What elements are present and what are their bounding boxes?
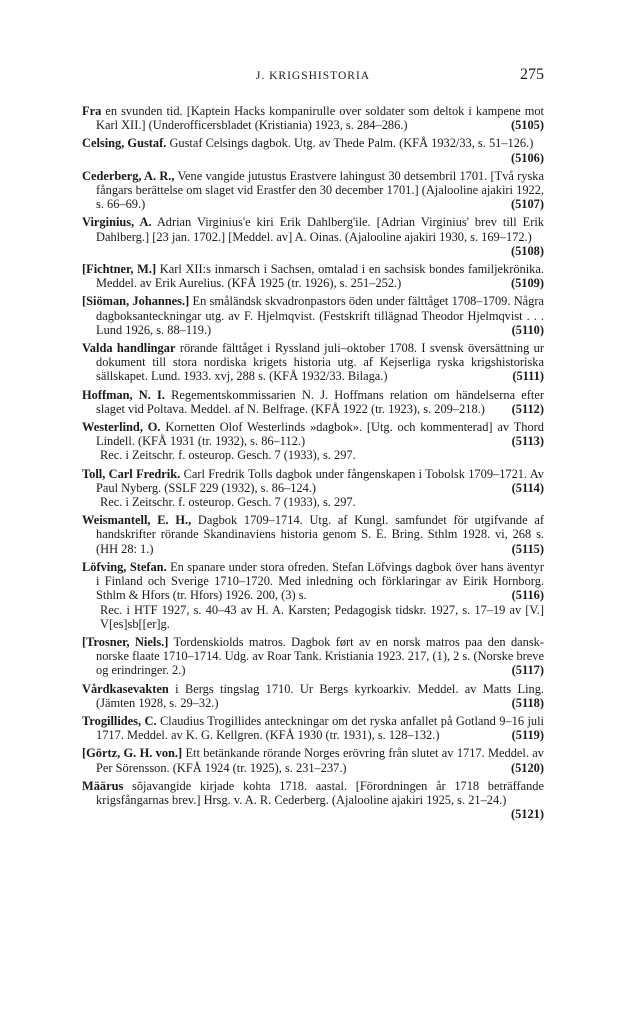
entry-review: Rec. i Zeitschr. f. osteurop. Gesch. 7 (1933), s. 297. (100, 495, 356, 510)
bibliography-entry (82, 294, 544, 337)
entry-text: Vene vangide jutustus Erastvere lahingust 30 detsembril 1701. [Två ryska fångars berättelse om slaget vid Erastfer den 30 december 1701.] (Ajalooline ajakiri 1922, s. 66–69.) (96, 168, 544, 212)
entry-number: (5118) (511, 695, 544, 710)
entry-review: Rec. i Zeitschr. f. osteurop. Gesch. 7 (1933), s. 297. (100, 448, 356, 463)
entry-text: en svunden tid. [Kaptein Hacks kompanirulle over soldater som deltok i kampene mot Karl XII.] (Underofficersbladet (Kristiania) 1923, s. 284–286.) (96, 104, 544, 133)
running-head: J. KRIGSHISTORIA (255, 70, 371, 82)
entry-review: Rec. i HTF 1927, s. 40–43 av H. A. Karsten; Pedagogisk tidskr. 1927, s. 17–19 av [V.] V[es]sb[[er]g. (100, 602, 544, 631)
entry-number: (5115) (511, 541, 544, 556)
entry-number: (5121) (510, 807, 544, 822)
entry-text: En småländsk skvadronpastors öden under fälttåget 1708–1709. Några dagboksanteckningar utg. av F. Hjelmqvist. (Festskrift tillägnad Theodor Hjelmqvist . . . Lund 1926, s. 88–119.) (96, 294, 544, 337)
entry-number: (5109) (510, 276, 544, 291)
entry-author: Toll, Carl Fredrik. (82, 466, 181, 481)
bibliography-entry (82, 635, 544, 678)
entry-author: Cederberg, A. R., (82, 168, 175, 183)
bibliography-entry (82, 169, 544, 212)
entry-author: Virginius, A. (82, 215, 152, 230)
entry-author: [Trosner, Niels.] (82, 634, 169, 649)
entry-number: (5111) (512, 369, 544, 384)
entry-text: Claudius Trogillides anteckningar om det ryska anfallet på Gotland 9–16 juli 1717. Meddel. av K. G. Kellgren. (KFÅ 1930 (tr. 1931), s. 128–132.) (96, 713, 544, 743)
entry-author: Löfving, Stefan. (82, 559, 167, 574)
bibliography-entry (82, 420, 544, 463)
entry-author: Määrus (82, 778, 124, 793)
entry-number: (5106) (510, 150, 544, 165)
entry-number: (5108) (510, 243, 544, 258)
bibliography-entry (82, 104, 544, 132)
entry-author: Weismantell, E. H., (82, 513, 192, 528)
entry-number: (5112) (511, 401, 544, 416)
bibliography-entry (82, 136, 544, 164)
bibliography-entry (82, 388, 544, 416)
entry-number: (5116) (511, 588, 544, 603)
bibliography-entry (82, 746, 544, 774)
entry-text: Adrian Virginius'e kiri Erik Dahlberg'ile. [Adrian Virginius' brev till Erik Dahlberg.] [23 jan. 1702.] [Meddel. av] A. Oinas. (Ajalooline ajakiri 1930, s. 169–172.) (96, 215, 544, 244)
entry-author: Trogillides, C. (82, 713, 157, 728)
bibliography-entry (82, 341, 544, 384)
entry-author: Fra (82, 104, 102, 118)
entry-text: i Bergs tingslag 1710. Ur Bergs kyrkoarkiv. Meddel. av Matts Ling. (Jämten 1928, s. 29–32.) (96, 681, 544, 710)
entry-text: Karl XII:s inmarsch i Sachsen, omtalad i en sachsisk bondes familjekrönika. Meddel. av Erik Aurelius. (KFÅ 1925 (tr. 1926), s. 251–252.) (96, 262, 544, 291)
entry-author: Valda handlingar (82, 341, 176, 356)
entry-text: Tordenskiolds matros. Dagbok ført av en norsk matros paa den dansk-norske flaate 1710–1714. Udg. av Roar Tank. Kristiania 1923. 217, (1), 2 s. (Norske breve og erindringer. 2.) (96, 634, 545, 678)
entry-author: Hoffman, N. I. (82, 387, 165, 402)
entry-text: Dagbok 1709–1714. Utg. af Kungl. samfundet för utgifvande af handskrifter rörande Skandinaviens historia genom S. E. Bring. Sthlm 1928. vi, 268 s. (HH 28: 1.) (96, 513, 544, 556)
bibliography-entry (82, 779, 544, 822)
bibliography-entry (82, 560, 544, 631)
entry-number: (5120) (510, 760, 544, 775)
entry-text: rörande fälttåget i Ryssland juli–oktober 1708. I svensk översättning ur dokument till stora nordiska krigets historia utg. af Kejserliga ryska krigshistoriska sällskapet. Lund. 1933. xvj, 288 s. (KFÅ 1932/33. Bilaga.) (96, 341, 544, 384)
entry-text: En spanare under stora ofreden. Stefan Löfvings dagbok över hans äventyr i Finland och Sverige 1710–1720. Med inledning och förklaringar av Eirik Hornborg. Sthlm & Hfors (tr. Hfors) 1926. 200, (3) s. (96, 559, 544, 603)
page-number: 275 (520, 66, 544, 83)
entry-number: (5117) (511, 663, 544, 678)
entry-author: Vårdkasevakten (82, 681, 169, 696)
entry-text: Gustaf Celsings dagbok. Utg. av Thede Palm. (KFÅ 1932/33, s. 51–126.) (169, 136, 534, 151)
entry-author: Celsing, Gustaf. (82, 136, 167, 151)
entry-number: (5113) (511, 434, 544, 449)
bibliography-entry (82, 513, 544, 556)
entry-number: (5105) (510, 118, 544, 133)
entry-text: Ett betänkande rörande Norges erövring från slutet av 1717. Meddel. av Per Sörensson. (KFÅ 1924 (tr. 1925), s. 231–237.) (96, 746, 544, 775)
bibliography-entry (82, 262, 544, 290)
bibliography-entry (82, 215, 544, 258)
entry-text: Carl Fredrik Tolls dagbok under fångenskapen i Tobolsk 1709–1721. Av Paul Nyberg. (SSLF 229 (1932), s. 86–124.) (96, 466, 544, 495)
entry-text: Regementskommissarien N. J. Hoffmans relation om händelserna efter slaget vid Poltava. Meddel. af N. Belfrage. (KFÅ 1922 (tr. 1923), s. 209–218.) (96, 387, 544, 416)
bibliography-entry (82, 714, 544, 742)
entry-text: Kornetten Olof Westerlinds »dagbok». [Utg. och kommenterad] av Thord Lindell. (KFÅ 1931 (tr. 1932), s. 86–112.) (96, 420, 544, 449)
entry-number: (5107) (510, 197, 544, 212)
page-header (82, 66, 544, 88)
entry-number: (5119) (511, 728, 544, 743)
bibliography-list (82, 104, 544, 825)
entry-number: (5110) (511, 322, 544, 337)
entry-author: Westerlind, O. (82, 420, 161, 435)
bibliography-entry (82, 682, 544, 710)
entry-author: [Fichtner, M.] (82, 262, 157, 277)
bibliography-entry (82, 467, 544, 510)
entry-text: sõjavangide kirjade kohta 1718. aastal. [Förordningen år 1718 beträffande krigsfångarnas brev.] Hrsg. v. A. R. Cederberg. (Ajalooline ajakiri 1925, s. 21–24.) (96, 778, 544, 807)
entry-author: [Siöman, Johannes.] (82, 294, 190, 309)
entry-number: (5114) (511, 480, 544, 495)
entry-author: [Görtz, G. H. von.] (82, 746, 183, 761)
